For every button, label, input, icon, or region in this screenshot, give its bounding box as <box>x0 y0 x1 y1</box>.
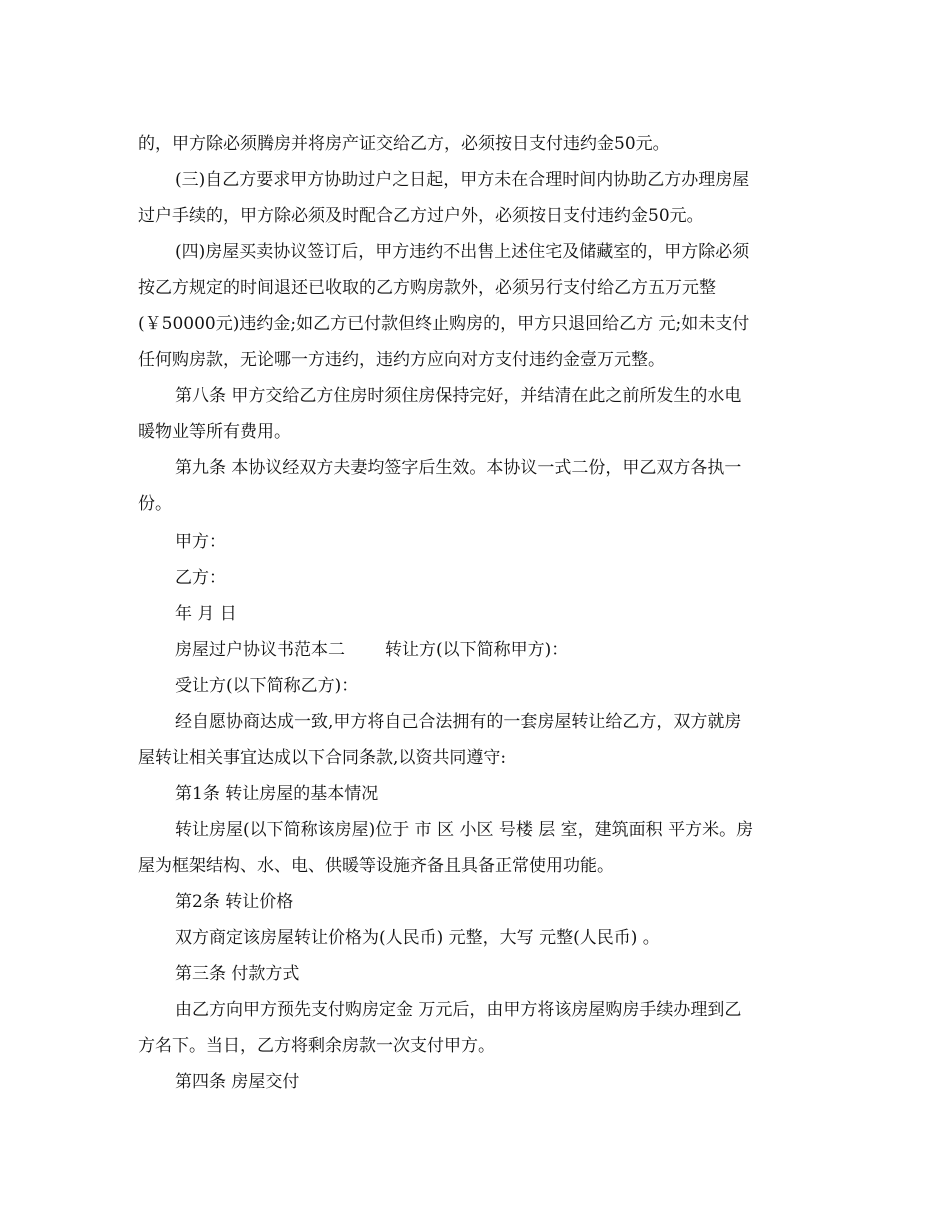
text-line: 经自愿协商达成一致,甲方将自己合法拥有的一套房屋转让给乙方，双方就房 <box>175 712 742 732</box>
paragraph-preamble <box>138 704 818 776</box>
text-line: 第八条 甲方交给乙方住房时须住房保持完好，并结清在此之前所发生的水电 <box>175 386 742 406</box>
paragraph-payment <box>138 992 818 1064</box>
paragraph-clause-3 <box>138 162 818 234</box>
heading-article-4 <box>138 1064 818 1100</box>
paragraph-price <box>138 920 818 956</box>
text-line: 受让方(以下简称乙方)： <box>175 676 359 696</box>
paragraph-property-info <box>138 812 818 884</box>
text-line: 第2条 转让价格 <box>175 892 294 912</box>
text-line: 任何购房款，无论哪一方违约，违约方应向对方支付违约金壹万元整。 <box>138 350 665 370</box>
paragraph-article-8 <box>138 378 818 450</box>
text-line: 第九条 本协议经双方夫妻均签字后生效。本协议一式二份，甲乙双方各执一 <box>175 458 742 478</box>
text-line: 方名下。当日，乙方将剩余房款一次支付甲方。 <box>138 1036 495 1056</box>
transferee-label <box>138 668 818 704</box>
text-line: 乙方： <box>175 568 226 588</box>
paragraph-continuation <box>138 126 818 162</box>
heading-article-2 <box>138 884 818 920</box>
text-line: 屋为框架结构、水、电、供暖等设施齐备且具备正常使用功能。 <box>138 856 614 876</box>
paragraph-article-9 <box>138 450 818 522</box>
text-line: 由乙方向甲方预先支付购房定金 万元后，由甲方将该房屋购房手续办理到乙 <box>175 1000 742 1020</box>
text-line: 双方商定该房屋转让价格为(人民币) 元整，大写 元整(人民币) 。 <box>175 928 660 948</box>
text-line: 第四条 房屋交付 <box>175 1072 300 1092</box>
text-line: 按乙方规定的时间退还已收取的乙方购房款外，必须另行支付给乙方五万元整 <box>138 278 716 298</box>
text-line: 的，甲方除必须腾房并将房产证交给乙方，必须按日支付违约金50元。 <box>138 134 670 154</box>
text-line: (三)自乙方要求甲方协助过户之日起，甲方未在合理时间内协助乙方办理房屋 <box>175 170 750 190</box>
text-line: 第三条 付款方式 <box>175 964 300 984</box>
heading-article-1 <box>138 776 818 812</box>
signature-date <box>138 596 818 632</box>
text-line: 过户手续的，甲方除必须及时配合乙方过户外，必须按日支付违约金50元。 <box>138 206 704 226</box>
text-line: (四)房屋买卖协议签订后，甲方违约不出售上述住宅及储藏室的，甲方除必须 <box>175 242 750 262</box>
text-line: 第1条 转让房屋的基本情况 <box>175 784 379 804</box>
signature-party-b <box>138 560 818 596</box>
text-line: 暖物业等所有费用。 <box>138 422 291 442</box>
text-line: 份。 <box>138 494 172 514</box>
transferor-label: 转让方(以下简称甲方)： <box>385 640 569 660</box>
text-line: (￥50000元)违约金;如乙方已付款但终止购房的，甲方只退回给乙方 元;如未支付 <box>138 314 750 334</box>
text-line: 年 月 日 <box>175 604 237 624</box>
text-line: 屋转让相关事宜达成以下合同条款,以资共同遵守: <box>138 748 507 768</box>
heading-article-3 <box>138 956 818 992</box>
text-line: 转让房屋(以下简称该房屋)位于 市 区 小区 号楼 层 室，建筑面积 平方米。房 <box>175 820 754 840</box>
text-line: 甲方： <box>175 532 226 552</box>
template-title: 房屋过户协议书范本二 <box>175 640 345 660</box>
paragraph-clause-4 <box>138 234 818 378</box>
signature-party-a <box>138 524 818 560</box>
section-title-template-2 <box>138 632 818 668</box>
